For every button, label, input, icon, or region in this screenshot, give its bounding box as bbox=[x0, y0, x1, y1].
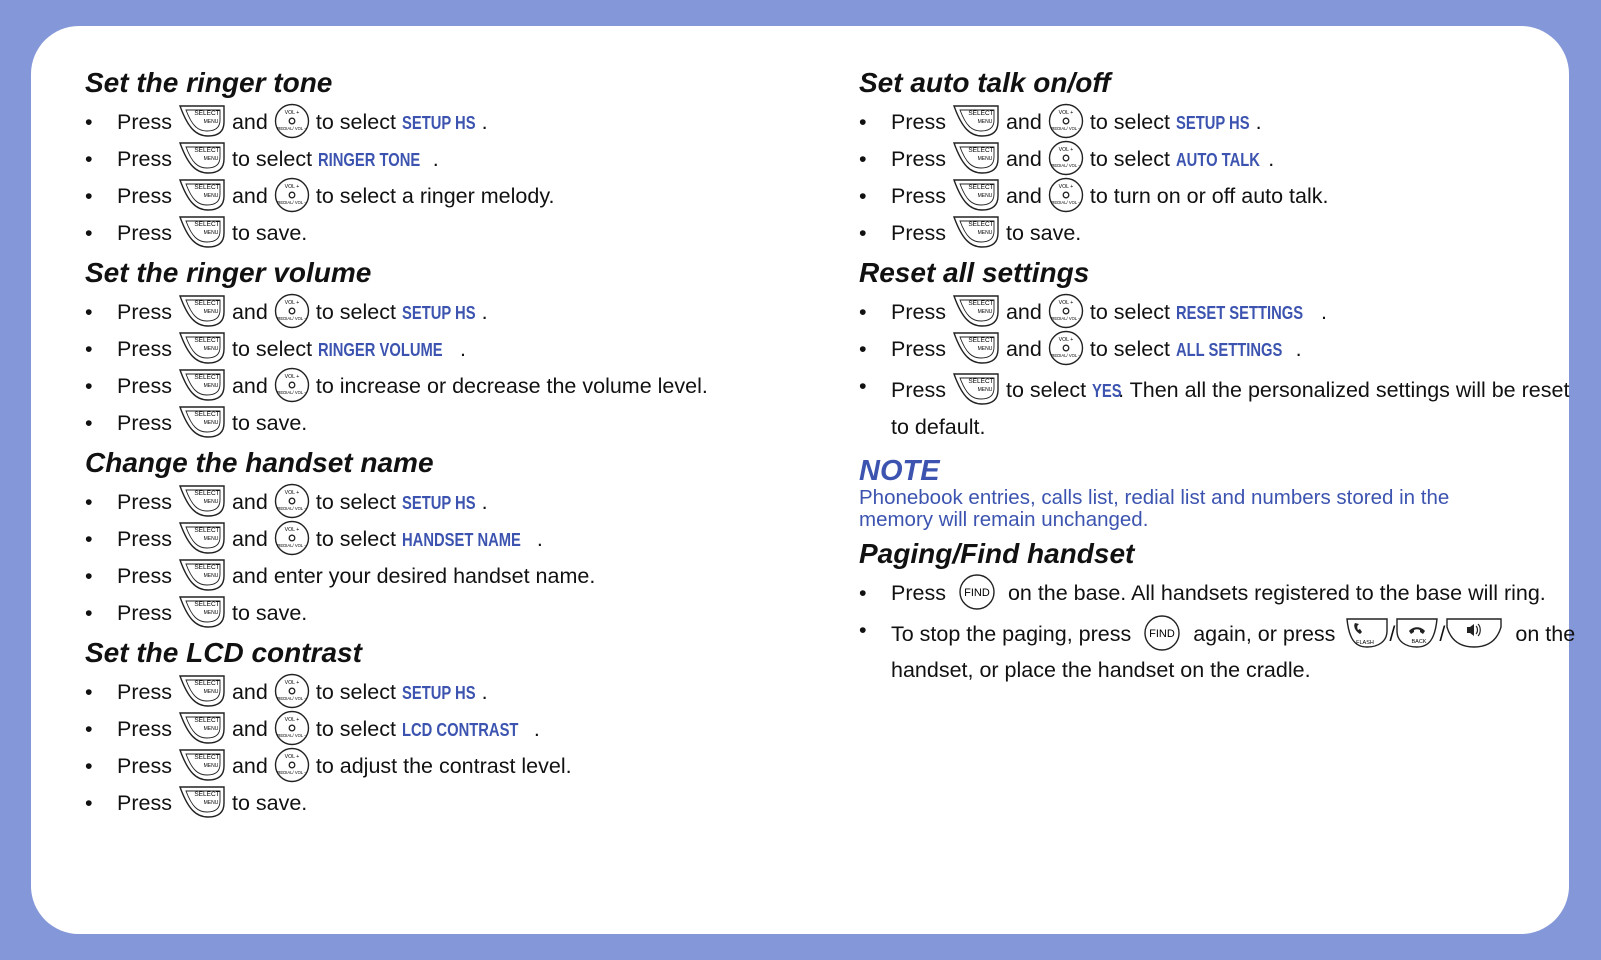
bullet: • bbox=[85, 184, 93, 208]
step-text: Press bbox=[117, 374, 172, 398]
step-text: Press bbox=[117, 601, 172, 625]
key-label: MENU bbox=[203, 763, 219, 770]
step-list bbox=[859, 294, 1589, 445]
step-item bbox=[859, 612, 1589, 688]
step-text: Press bbox=[117, 490, 172, 514]
step-text: Press bbox=[891, 110, 946, 134]
step-item bbox=[85, 785, 825, 822]
menu-option-label: SETUP HS bbox=[401, 113, 476, 133]
key-label: SELECT bbox=[194, 110, 220, 118]
step-text: and bbox=[231, 300, 268, 324]
menu-option-label: RESET SETTINGS bbox=[1175, 303, 1304, 323]
key-label: SELECT bbox=[968, 221, 994, 229]
key-label: MENU bbox=[203, 499, 219, 506]
menu-option-label: AUTO TALK bbox=[1175, 150, 1260, 170]
step-item bbox=[85, 178, 825, 215]
step-text: and bbox=[231, 754, 268, 778]
select-menu-key-icon bbox=[178, 141, 226, 175]
bullet: • bbox=[859, 374, 867, 398]
step-text: . Then all the personalized settings will be reset to default. bbox=[891, 378, 1570, 439]
select-menu-key-icon bbox=[178, 521, 226, 555]
bullet: • bbox=[85, 300, 93, 324]
key-label: SELECT bbox=[194, 680, 220, 688]
step-text: Press bbox=[891, 581, 946, 605]
select-menu-key-icon bbox=[178, 711, 226, 745]
step-text: To stop the paging, press bbox=[891, 622, 1132, 646]
key-label: VOL + bbox=[284, 184, 300, 191]
navigation-key-icon bbox=[1048, 177, 1084, 213]
select-menu-key-icon bbox=[178, 748, 226, 782]
step-text: and bbox=[231, 527, 268, 551]
key-label: VOL + bbox=[1058, 147, 1074, 154]
step-text: . bbox=[432, 147, 439, 171]
select-menu-key-icon bbox=[178, 595, 226, 629]
step-text: and bbox=[231, 680, 268, 704]
step-list bbox=[85, 104, 825, 252]
key-label: VOL + bbox=[284, 374, 300, 381]
section-title: Set auto talk on/off bbox=[859, 67, 1111, 98]
step-text: to select bbox=[315, 717, 396, 741]
navigation-key-icon bbox=[1048, 293, 1084, 329]
step-text: to select a ringer melody. bbox=[315, 184, 555, 208]
key-label: SELECT bbox=[968, 337, 994, 345]
key-label: VOL + bbox=[284, 680, 300, 687]
key-label: VOL + bbox=[1058, 337, 1074, 344]
bullet: • bbox=[85, 754, 93, 778]
step-item bbox=[859, 104, 1589, 141]
key-label: REDIAL/ VOL – bbox=[277, 200, 307, 206]
back-end-key-icon bbox=[1395, 617, 1439, 649]
find-key-label: FIND bbox=[1149, 628, 1176, 641]
select-menu-key-icon bbox=[952, 178, 1000, 212]
bullet: • bbox=[859, 300, 867, 324]
navigation-key-icon bbox=[1048, 103, 1084, 139]
navigation-key-icon bbox=[274, 710, 310, 746]
bullet: • bbox=[859, 110, 867, 134]
key-label: MENU bbox=[977, 230, 993, 237]
key-label: SELECT bbox=[194, 300, 220, 308]
step-text: Press bbox=[117, 184, 172, 208]
key-label: VOL + bbox=[1058, 110, 1074, 117]
flash-call-key-icon bbox=[1345, 617, 1389, 649]
manual-page bbox=[31, 26, 1576, 934]
key-label: VOL + bbox=[284, 490, 300, 497]
key-label: VOL + bbox=[1058, 300, 1074, 307]
key-label: REDIAL/ VOL – bbox=[1051, 126, 1081, 132]
step-item bbox=[859, 331, 1589, 368]
key-label: VOL + bbox=[284, 717, 300, 724]
key-label: MENU bbox=[203, 689, 219, 696]
key-label: MENU bbox=[203, 156, 219, 163]
key-label: SELECT bbox=[194, 147, 220, 155]
bullet: • bbox=[85, 374, 93, 398]
step-text: Press bbox=[117, 110, 172, 134]
step-text: to save. bbox=[231, 411, 308, 435]
left-column bbox=[85, 66, 825, 826]
step-item bbox=[85, 104, 825, 141]
step-text: Press bbox=[117, 337, 172, 361]
navigation-key-icon bbox=[274, 673, 310, 709]
navigation-key-icon bbox=[274, 367, 310, 403]
step-text: . bbox=[1295, 337, 1302, 361]
navigation-key-icon bbox=[274, 177, 310, 213]
step-item bbox=[85, 484, 825, 521]
key-label: REDIAL/ VOL – bbox=[277, 316, 307, 322]
key-label: MENU bbox=[203, 346, 219, 353]
bullet: • bbox=[859, 618, 867, 642]
key-label: VOL + bbox=[284, 300, 300, 307]
bullet: • bbox=[859, 221, 867, 245]
key-label: SELECT bbox=[194, 754, 220, 762]
step-text: Press bbox=[891, 147, 946, 171]
key-label: SELECT bbox=[194, 184, 220, 192]
key-label: SELECT bbox=[968, 378, 994, 386]
step-text: and bbox=[231, 374, 268, 398]
key-label: MENU bbox=[203, 420, 219, 427]
note-title: NOTE bbox=[859, 455, 940, 487]
select-menu-key-icon bbox=[952, 331, 1000, 365]
step-text: . bbox=[1320, 300, 1327, 324]
select-menu-key-icon bbox=[178, 215, 226, 249]
step-item bbox=[85, 141, 825, 178]
select-menu-key-icon bbox=[952, 215, 1000, 249]
bullet: • bbox=[859, 184, 867, 208]
back-key-label: BACK bbox=[1411, 639, 1427, 646]
key-label: REDIAL/ VOL – bbox=[1051, 316, 1081, 322]
navigation-key-icon bbox=[274, 520, 310, 556]
key-label: SELECT bbox=[194, 490, 220, 498]
step-text: Press bbox=[117, 147, 172, 171]
select-menu-key-icon bbox=[178, 558, 226, 592]
step-item bbox=[85, 674, 825, 711]
step-text: to select bbox=[231, 147, 313, 171]
step-text: to select bbox=[1005, 378, 1087, 402]
navigation-key-icon bbox=[274, 483, 310, 519]
key-label: MENU bbox=[203, 193, 219, 200]
step-item bbox=[85, 294, 825, 331]
step-item bbox=[859, 141, 1589, 178]
key-label: MENU bbox=[203, 800, 219, 807]
menu-option-label: SETUP HS bbox=[401, 303, 476, 323]
section-title: Reset all settings bbox=[859, 257, 1090, 288]
step-item bbox=[85, 368, 825, 405]
key-label: MENU bbox=[203, 573, 219, 580]
select-menu-key-icon bbox=[952, 104, 1000, 138]
menu-option-label: HANDSET NAME bbox=[401, 530, 521, 550]
step-text: to select bbox=[1089, 110, 1170, 134]
step-text: to select bbox=[315, 300, 396, 324]
key-label: SELECT bbox=[194, 374, 220, 382]
key-label: SELECT bbox=[968, 147, 994, 155]
step-text: Press bbox=[117, 680, 172, 704]
step-list bbox=[85, 484, 825, 632]
step-text: Press bbox=[891, 184, 946, 208]
bullet: • bbox=[85, 680, 93, 704]
step-text: . bbox=[460, 337, 467, 361]
step-text: . bbox=[536, 527, 543, 551]
select-menu-key-icon bbox=[178, 484, 226, 518]
step-item bbox=[85, 215, 825, 252]
key-label: REDIAL/ VOL – bbox=[1051, 353, 1081, 359]
key-label: MENU bbox=[977, 156, 993, 163]
key-label: REDIAL/ VOL – bbox=[277, 126, 307, 132]
separator: / bbox=[1439, 622, 1446, 646]
key-label: REDIAL/ VOL – bbox=[1051, 200, 1081, 206]
key-label: SELECT bbox=[194, 337, 220, 345]
step-text: Press bbox=[117, 300, 172, 324]
menu-option-label: RINGER TONE bbox=[318, 150, 421, 170]
step-text: Press bbox=[117, 717, 172, 741]
menu-option-label: LCD CONTRAST bbox=[401, 720, 519, 740]
select-menu-key-icon bbox=[178, 405, 226, 439]
bullet: • bbox=[85, 527, 93, 551]
key-label: REDIAL/ VOL – bbox=[277, 506, 307, 512]
key-label: SELECT bbox=[194, 221, 220, 229]
bullet: • bbox=[859, 337, 867, 361]
step-text: . bbox=[481, 680, 488, 704]
step-text: Press bbox=[117, 527, 172, 551]
step-item bbox=[85, 711, 825, 748]
note-text: Phonebook entries, calls list, redial list and numbers stored in the memory will remain unchanged. bbox=[859, 486, 1450, 531]
step-item bbox=[85, 595, 825, 632]
step-text: . bbox=[1255, 110, 1262, 134]
key-label: MENU bbox=[203, 309, 219, 316]
step-text: to select bbox=[315, 110, 396, 134]
key-label: MENU bbox=[203, 230, 219, 237]
navigation-key-icon bbox=[274, 103, 310, 139]
key-label: REDIAL/ VOL – bbox=[277, 390, 307, 396]
section-title: Change the handset name bbox=[85, 447, 434, 478]
navigation-key-icon bbox=[1048, 330, 1084, 366]
speaker-key-icon bbox=[1445, 617, 1503, 649]
step-text: Press bbox=[117, 221, 172, 245]
select-menu-key-icon bbox=[178, 178, 226, 212]
bullet: • bbox=[85, 221, 93, 245]
select-menu-key-icon bbox=[178, 368, 226, 402]
step-text: to save. bbox=[231, 601, 308, 625]
step-text: . bbox=[533, 717, 540, 741]
find-key-icon bbox=[1143, 614, 1181, 652]
step-text: and enter your desired handset name. bbox=[231, 564, 596, 588]
step-item bbox=[85, 331, 825, 368]
key-label: REDIAL/ VOL – bbox=[277, 770, 307, 776]
step-item bbox=[859, 178, 1589, 215]
key-label: VOL + bbox=[284, 754, 300, 761]
bullet: • bbox=[859, 147, 867, 171]
menu-option-label: ALL SETTINGS bbox=[1175, 340, 1283, 360]
step-text: . bbox=[1268, 147, 1275, 171]
section-title: Set the ringer volume bbox=[85, 257, 372, 288]
step-text: to select bbox=[1089, 337, 1170, 361]
bullet: • bbox=[85, 337, 93, 361]
key-label: MENU bbox=[203, 383, 219, 390]
bullet: • bbox=[85, 110, 93, 134]
key-label: MENU bbox=[203, 726, 219, 733]
step-text: Press bbox=[891, 300, 946, 324]
key-label: REDIAL/ VOL – bbox=[277, 543, 307, 549]
key-label: MENU bbox=[203, 536, 219, 543]
bullet: • bbox=[85, 490, 93, 514]
select-menu-key-icon bbox=[178, 674, 226, 708]
step-item bbox=[85, 748, 825, 785]
key-label: SELECT bbox=[194, 564, 220, 572]
key-label: SELECT bbox=[968, 184, 994, 192]
step-text: on the handset, or place the handset on the cradle. bbox=[891, 622, 1576, 682]
bullet: • bbox=[85, 147, 93, 171]
right-column bbox=[859, 66, 1589, 692]
key-label: REDIAL/ VOL – bbox=[277, 696, 307, 702]
menu-option-label: SETUP HS bbox=[401, 493, 476, 513]
step-text: Press bbox=[117, 411, 172, 435]
key-label: MENU bbox=[203, 610, 219, 617]
step-text: to increase or decrease the volume level. bbox=[315, 374, 708, 398]
step-item bbox=[859, 215, 1589, 252]
menu-option-label: YES bbox=[1092, 381, 1122, 401]
step-text: and bbox=[1005, 184, 1042, 208]
step-text: and bbox=[1005, 337, 1042, 361]
key-label: MENU bbox=[977, 346, 993, 353]
menu-option-label: RINGER VOLUME bbox=[318, 340, 443, 360]
step-text: to save. bbox=[231, 791, 308, 815]
select-menu-key-icon bbox=[178, 785, 226, 819]
bullet: • bbox=[859, 581, 867, 605]
key-label: MENU bbox=[977, 193, 993, 200]
step-text: on the base. All handsets registered to the base will ring. bbox=[1007, 581, 1546, 605]
step-text: . bbox=[481, 490, 488, 514]
step-text: to save. bbox=[1005, 221, 1082, 245]
key-label: SELECT bbox=[968, 300, 994, 308]
paging-steps bbox=[859, 575, 1589, 688]
step-text: Press bbox=[117, 564, 172, 588]
find-key-label: FIND bbox=[964, 587, 990, 600]
step-text: to turn on or off auto talk. bbox=[1089, 184, 1329, 208]
step-item bbox=[85, 558, 825, 595]
key-label: VOL + bbox=[284, 110, 300, 117]
flash-key-label: FLASH bbox=[1356, 640, 1375, 647]
key-label: SELECT bbox=[194, 717, 220, 725]
key-label: SELECT bbox=[194, 791, 220, 799]
step-text: and bbox=[231, 184, 268, 208]
step-text: to select bbox=[315, 490, 396, 514]
key-label: SELECT bbox=[194, 411, 220, 419]
step-item bbox=[859, 575, 1589, 612]
key-label: SELECT bbox=[194, 601, 220, 609]
step-text: to select bbox=[1089, 147, 1170, 171]
step-text: and bbox=[231, 717, 268, 741]
step-text: to adjust the contrast level. bbox=[315, 754, 572, 778]
key-label: MENU bbox=[977, 387, 993, 394]
menu-option-label: SETUP HS bbox=[401, 683, 476, 703]
key-label: MENU bbox=[977, 309, 993, 316]
note-box bbox=[859, 455, 1589, 531]
step-text: and bbox=[231, 490, 268, 514]
select-menu-key-icon bbox=[178, 104, 226, 138]
select-menu-key-icon bbox=[952, 294, 1000, 328]
step-text: . bbox=[481, 300, 488, 324]
key-label: REDIAL/ VOL – bbox=[1051, 163, 1081, 169]
section-title: Paging/Find handset bbox=[859, 538, 1135, 569]
bullet: • bbox=[85, 791, 93, 815]
step-text: and bbox=[231, 110, 268, 134]
navigation-key-icon bbox=[1048, 140, 1084, 176]
step-item bbox=[859, 368, 1589, 445]
select-menu-key-icon bbox=[952, 372, 1000, 406]
step-text: Press bbox=[891, 221, 946, 245]
step-item bbox=[85, 405, 825, 442]
select-menu-key-icon bbox=[178, 294, 226, 328]
step-text: to select bbox=[1089, 300, 1170, 324]
step-list bbox=[85, 674, 825, 822]
step-text: to select bbox=[315, 680, 396, 704]
step-item bbox=[859, 294, 1589, 331]
navigation-key-icon bbox=[274, 293, 310, 329]
step-text: and bbox=[1005, 300, 1042, 324]
menu-option-label: SETUP HS bbox=[1175, 113, 1250, 133]
step-text: to select bbox=[315, 527, 396, 551]
find-key-icon bbox=[958, 573, 996, 611]
step-item bbox=[85, 521, 825, 558]
step-text: and bbox=[1005, 147, 1042, 171]
key-label: SELECT bbox=[194, 527, 220, 535]
step-text: Press bbox=[891, 378, 946, 402]
key-label: VOL + bbox=[284, 527, 300, 534]
section-title: Set the ringer tone bbox=[85, 67, 333, 98]
select-menu-key-icon bbox=[952, 141, 1000, 175]
bullet: • bbox=[85, 564, 93, 588]
key-label: VOL + bbox=[1058, 184, 1074, 191]
step-text: to select bbox=[231, 337, 313, 361]
separator: / bbox=[1389, 622, 1396, 646]
step-text: to save. bbox=[231, 221, 308, 245]
step-text: Press bbox=[117, 754, 172, 778]
bullet: • bbox=[85, 411, 93, 435]
key-label: MENU bbox=[203, 119, 219, 126]
key-label: SELECT bbox=[968, 110, 994, 118]
step-list bbox=[85, 294, 825, 442]
section-title: Set the LCD contrast bbox=[85, 637, 362, 668]
select-menu-key-icon bbox=[178, 331, 226, 365]
step-text: again, or press bbox=[1193, 622, 1336, 646]
bullet: • bbox=[85, 601, 93, 625]
step-text: Press bbox=[891, 337, 946, 361]
step-text: and bbox=[1005, 110, 1042, 134]
key-label: MENU bbox=[977, 119, 993, 126]
bullet: • bbox=[85, 717, 93, 741]
key-label: REDIAL/ VOL – bbox=[277, 733, 307, 739]
step-text: Press bbox=[117, 791, 172, 815]
step-list bbox=[859, 104, 1589, 252]
step-text: . bbox=[481, 110, 488, 134]
navigation-key-icon bbox=[274, 747, 310, 783]
